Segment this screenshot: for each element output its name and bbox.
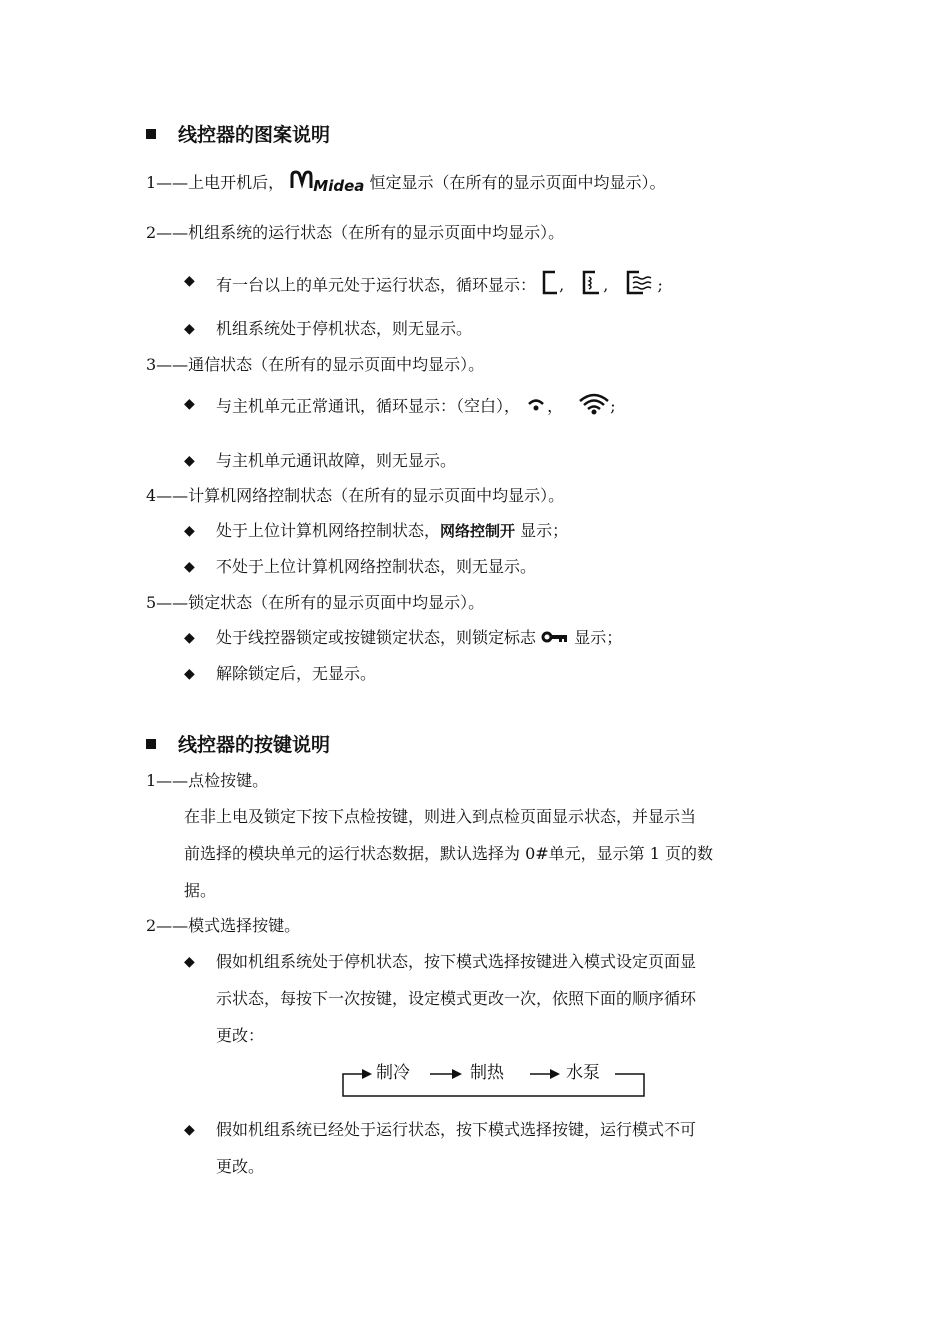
bullet-text: 显示； — [574, 628, 623, 647]
square-bullet-icon — [146, 129, 156, 139]
bullet-text: 与主机单元正常通讯，循环显示：（空白）， — [216, 396, 521, 416]
diamond-bullet-icon: ◆ — [184, 1122, 195, 1138]
bullet-mode-run-line2: 更改。 — [216, 1157, 265, 1176]
mode-cooling: 制冷 — [376, 1063, 410, 1083]
diamond-bullet-icon: ◆ — [184, 954, 195, 970]
arrow-icon — [550, 1069, 560, 1079]
bullet-text: 处于上位计算机网络控制状态， — [216, 521, 441, 540]
network-control-label: 网络控制开 — [440, 522, 516, 540]
bullet-network-off: 不处于上位计算机网络控制状态，则无显示。 — [216, 557, 537, 576]
diamond-bullet-icon: ◆ — [184, 396, 195, 412]
diamond-bullet-icon: ◆ — [184, 453, 195, 469]
bullet-mode-stop-line1: 假如机组系统处于停机状态，按下模式选择按键进入模式设定页面显 — [216, 952, 697, 971]
bullet-lock-on — [216, 627, 622, 650]
logo-text: Midea — [313, 177, 365, 195]
mode-cycle-diagram — [340, 1058, 650, 1102]
diamond-bullet-icon: ◆ — [184, 321, 195, 337]
diamond-bullet-icon: ◆ — [184, 273, 195, 289]
section-heading-keys — [146, 734, 330, 756]
bullet-run-stop: 机组系统处于停机状态，则无显示。 — [216, 319, 473, 338]
item-power-on — [146, 169, 666, 197]
item-text: 1——上电开机后， — [146, 173, 285, 192]
bullet-network-on — [216, 520, 568, 542]
signal-icon-large — [578, 393, 610, 421]
key-check-para-line2: 前选择的模块单元的运行状态数据，默认选择为 0#单元，显示第 1 页的数 — [184, 844, 714, 863]
mode-pump: 水泵 — [566, 1063, 600, 1083]
heading-text: 线控器的图案说明 — [178, 124, 331, 146]
item-network-title: 4——计算机网络控制状态（在所有的显示页面中均显示）。 — [146, 486, 565, 505]
bullet-text: 有一台以上的单元处于运行状态，循环显示： — [216, 275, 537, 295]
key-mode-title: 2——模式选择按键。 — [146, 916, 301, 935]
run-status-icon-3 — [625, 270, 657, 302]
bullet-mode-stop-line2: 示状态，每按下一次按键，设定模式更改一次，依照下面的顺序循环 — [216, 989, 697, 1008]
section-heading-patterns — [146, 124, 330, 146]
diamond-bullet-icon: ◆ — [184, 666, 195, 682]
bullet-lock-off: 解除锁定后，无显示。 — [216, 664, 377, 683]
key-check-para-line1: 在非上电及锁定下按下点检按键，则进入到点检页面显示状态，并显示当 — [184, 807, 697, 826]
heading-text: 线控器的按键说明 — [178, 734, 331, 756]
arrow-icon — [362, 1069, 372, 1079]
arrow-icon — [452, 1069, 462, 1079]
key-lock-icon — [541, 628, 569, 650]
diamond-bullet-icon: ◆ — [184, 559, 195, 575]
key-check-title: 1——点检按键。 — [146, 771, 269, 790]
mode-heating: 制热 — [470, 1063, 504, 1083]
signal-icon-small — [525, 396, 547, 418]
item-lock-title: 5——锁定状态（在所有的显示页面中均显示）。 — [146, 593, 485, 612]
bullet-mode-run-line1: 假如机组系统已经处于运行状态，按下模式选择按键，运行模式不可 — [216, 1120, 697, 1139]
bullet-comm-fault: 与主机单元通讯故障，则无显示。 — [216, 451, 457, 470]
midea-logo — [289, 169, 364, 197]
item-run-status-title: 2——机组系统的运行状态（在所有的显示页面中均显示）。 — [146, 223, 565, 242]
square-bullet-icon — [146, 739, 156, 749]
item-comm-title: 3——通信状态（在所有的显示页面中均显示）。 — [146, 355, 485, 374]
diamond-bullet-icon: ◆ — [184, 523, 195, 539]
item-text: 恒定显示（在所有的显示页面中均显示）。 — [369, 173, 666, 192]
bullet-text: 显示； — [520, 521, 569, 540]
run-status-icon-2 — [581, 270, 603, 302]
bullet-mode-stop-line3: 更改： — [216, 1026, 265, 1045]
diamond-bullet-icon: ◆ — [184, 630, 195, 646]
bullet-text: 处于线控器锁定或按键锁定状态，则锁定标志 — [216, 628, 537, 647]
run-status-icon-1 — [541, 270, 559, 302]
bullet-comm-normal: 与主机单元正常通讯，循环显示：（空白）， ， ; — [216, 393, 616, 421]
key-check-para-line3: 据。 — [184, 881, 217, 900]
bullet-run-cycle: 有一台以上的单元处于运行状态，循环显示： , , ; — [216, 270, 663, 302]
